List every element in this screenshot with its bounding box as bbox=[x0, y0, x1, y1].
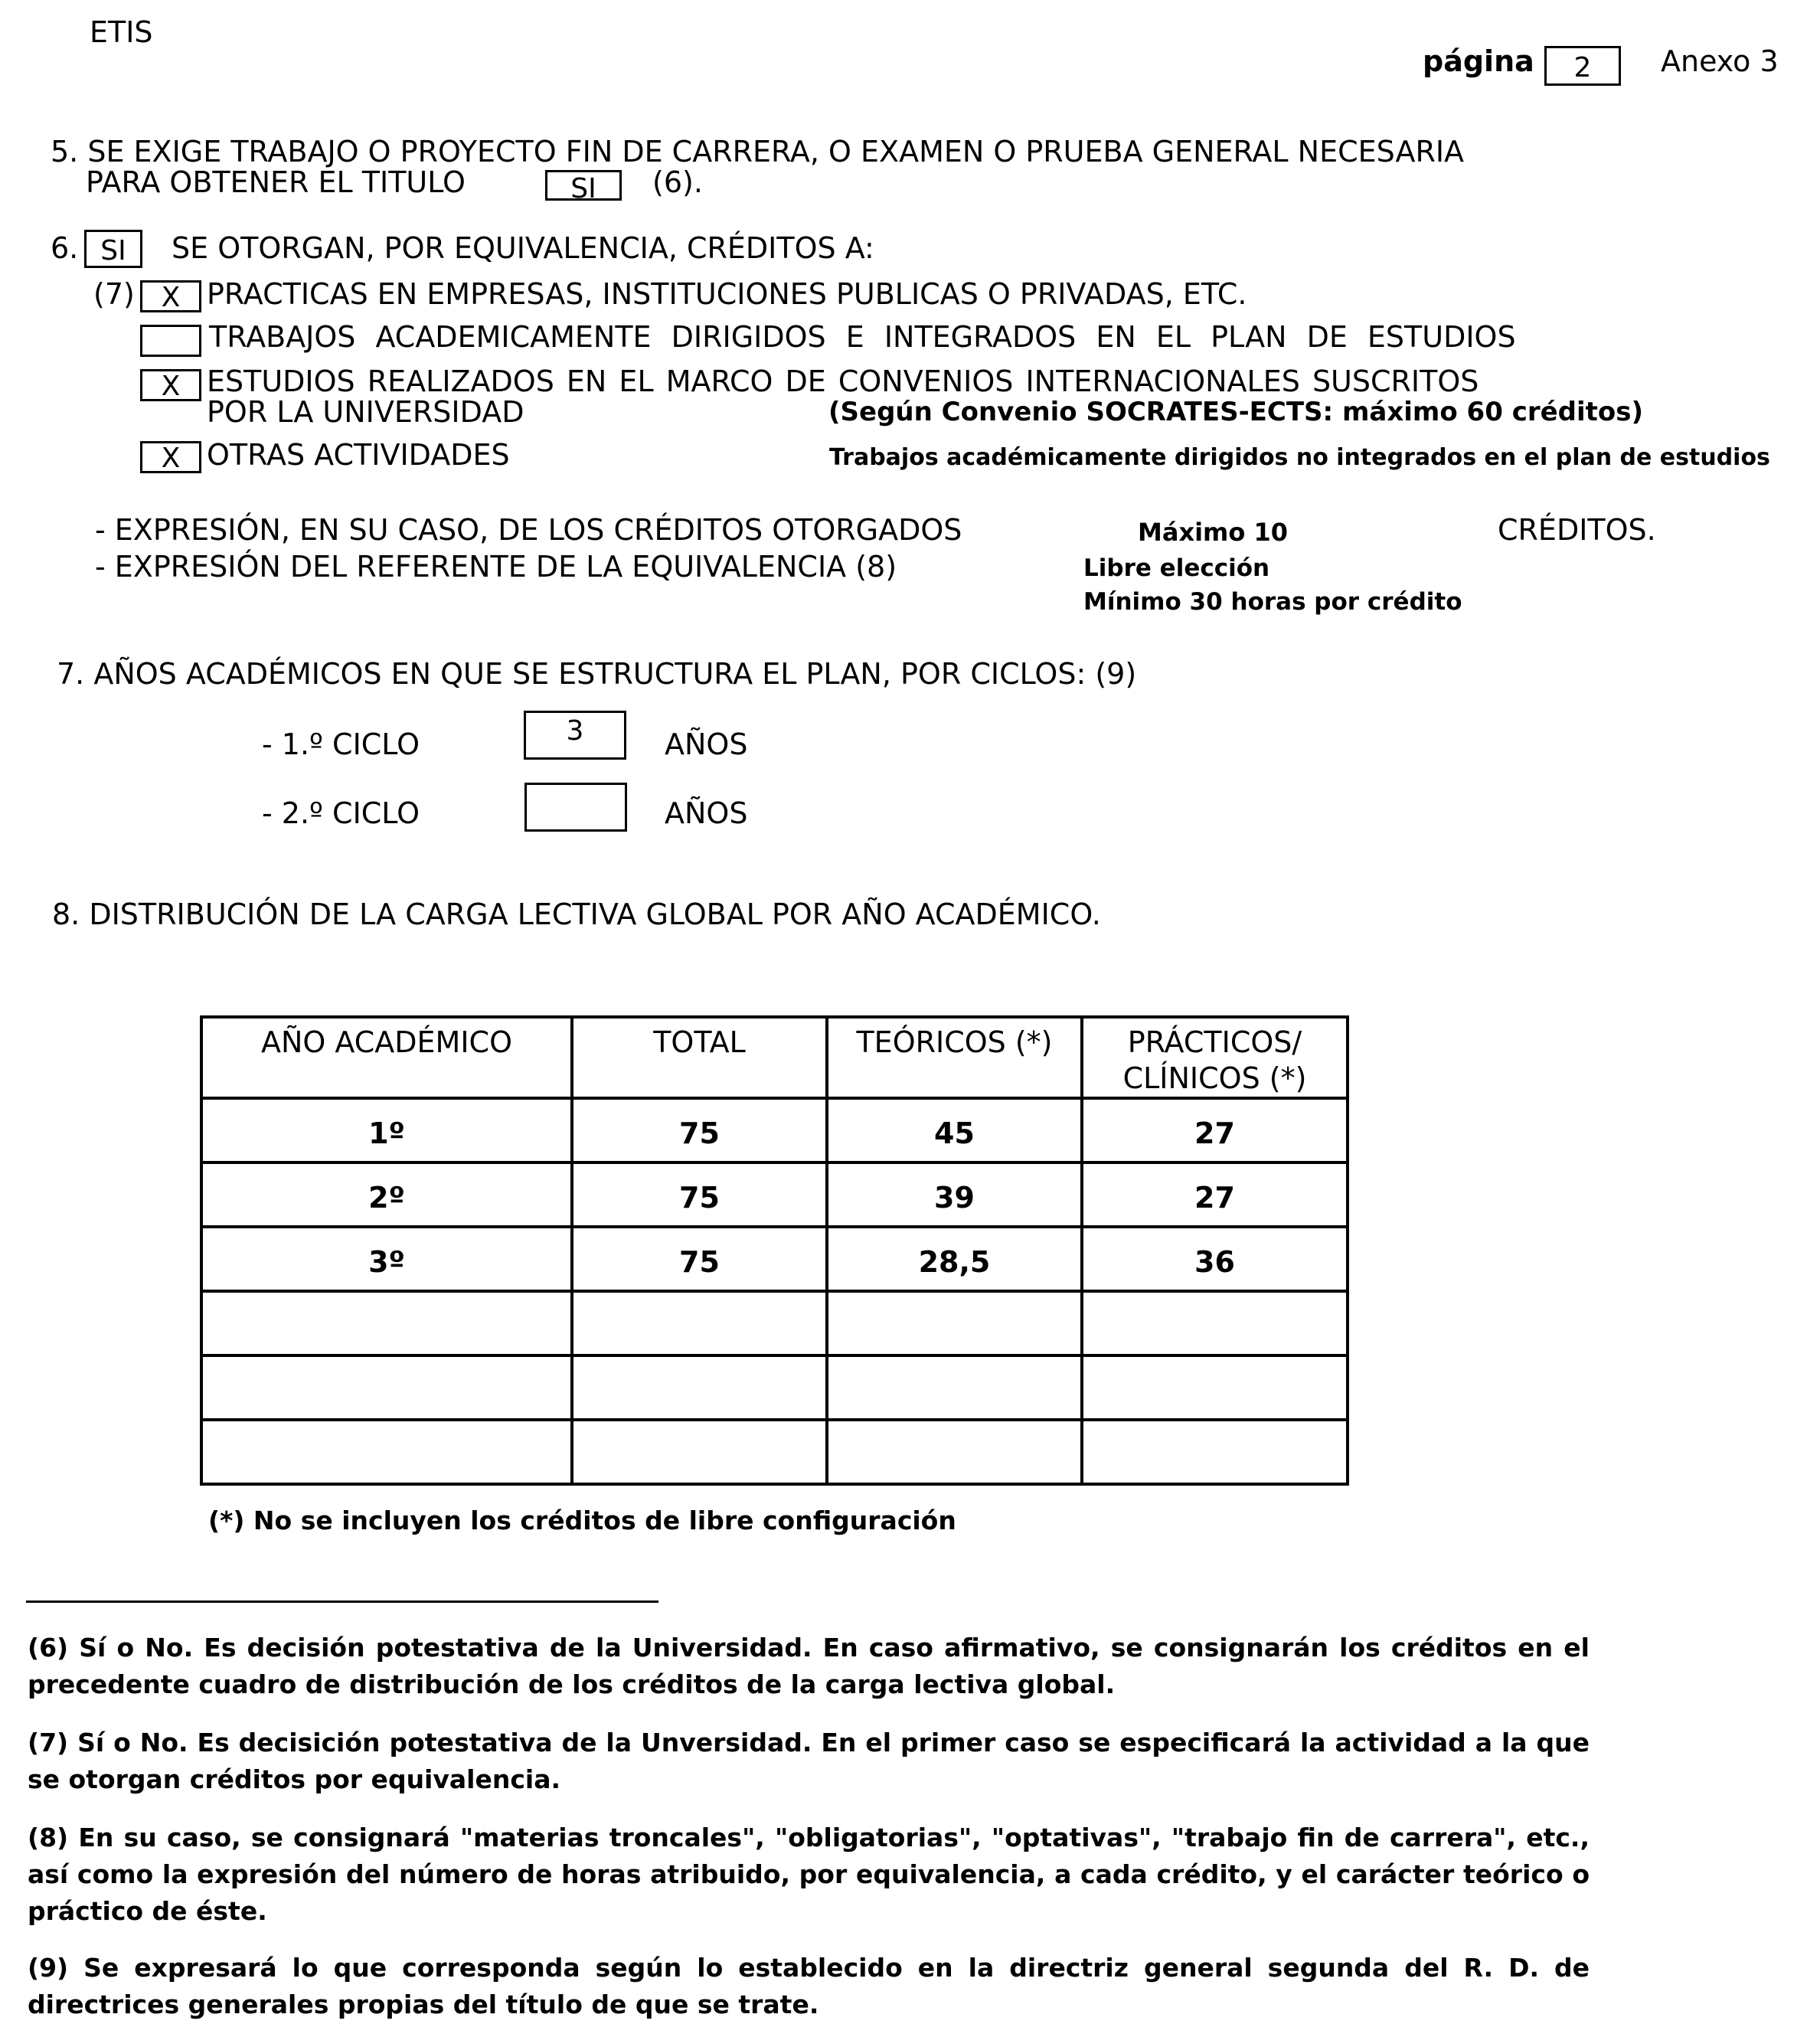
expr1-unit: CRÉDITOS. bbox=[1498, 513, 1656, 547]
org-name: ETIS bbox=[90, 15, 153, 49]
col-header-year: AÑO ACADÉMICO bbox=[201, 1017, 572, 1098]
checkbox-otras: X bbox=[140, 441, 201, 473]
item-otras-note: Trabajos académicamente dirigidos no integrados en el plan de estudios bbox=[829, 444, 1770, 471]
section6-ref: (7) bbox=[93, 277, 135, 311]
annex-label: Anexo 3 bbox=[1661, 44, 1779, 78]
table-row bbox=[201, 1420, 1348, 1484]
table-cell bbox=[201, 1420, 572, 1484]
table-row bbox=[201, 1355, 1348, 1420]
footnote-7: (7) Sí o No. Es decisición potestativa de la Unversidad. En el primer caso se especificará la actividad a la que se otorgan créditos por equivalencia. bbox=[28, 1728, 1590, 1794]
checkbox-practicas: X bbox=[140, 280, 201, 312]
item-estudios-note: (Según Convenio SOCRATES-ECTS: máximo 60 créditos) bbox=[828, 397, 1644, 427]
expr1-label: - EXPRESIÓN, EN SU CASO, DE LOS CRÉDITOS OTORGADOS bbox=[95, 513, 962, 547]
section5-answer-box: SI bbox=[545, 170, 622, 201]
cycle1-unit: AÑOS bbox=[665, 728, 748, 761]
table-row bbox=[201, 1098, 1348, 1162]
footnote-9: (9) Se expresará lo que corresponda según lo establecido en la directriz general segunda del R. D. de directrices generales propias del título de que se trate. bbox=[28, 1953, 1590, 2019]
table-cell: 36 bbox=[1082, 1227, 1348, 1291]
item-estudios-label: ESTUDIOS REALIZADOS EN EL MARCO DE CONVENIOS INTERNACIONALES SUSCRITOS bbox=[207, 365, 1479, 398]
table-cell bbox=[827, 1420, 1082, 1484]
table-cell: 27 bbox=[1082, 1162, 1348, 1227]
checkbox-trabajos bbox=[140, 325, 201, 357]
item-otras-label: OTRAS ACTIVIDADES bbox=[207, 438, 510, 472]
table-cell: 1º bbox=[201, 1098, 572, 1162]
table-footnote: (*) No se incluyen los créditos de libre configuración bbox=[208, 1506, 956, 1535]
table-cell bbox=[1082, 1420, 1348, 1484]
cycle2-unit: AÑOS bbox=[665, 796, 748, 830]
table-cell: 45 bbox=[827, 1098, 1082, 1162]
page-label: página bbox=[1423, 44, 1534, 78]
table-cell: 75 bbox=[572, 1227, 827, 1291]
section5-line1: 5. SE EXIGE TRABAJO O PROYECTO FIN DE CARRERA, O EXAMEN O PRUEBA GENERAL NECESARIA bbox=[51, 135, 1465, 168]
section5-ref: (6). bbox=[652, 165, 703, 199]
section6-number: 6. bbox=[51, 231, 79, 265]
footnote-divider bbox=[26, 1600, 658, 1603]
item-trabajos-label: TRABAJOS ACADEMICAMENTE DIRIGIDOS E INTEGRADOS EN EL PLAN DE ESTUDIOS bbox=[209, 320, 1516, 354]
table-cell: 3º bbox=[201, 1227, 572, 1291]
table-cell: 2º bbox=[201, 1162, 572, 1227]
cycle1-years-box: 3 bbox=[524, 711, 626, 760]
table-row bbox=[201, 1162, 1348, 1227]
cycle2-label: - 2.º CICLO bbox=[262, 796, 420, 830]
table-cell: 27 bbox=[1082, 1098, 1348, 1162]
table-cell bbox=[201, 1291, 572, 1355]
section6-answer-box: SI bbox=[84, 230, 142, 268]
table-cell bbox=[827, 1291, 1082, 1355]
expr2-label: - EXPRESIÓN DEL REFERENTE DE LA EQUIVALENCIA (8) bbox=[95, 550, 897, 584]
table-cell: 39 bbox=[827, 1162, 1082, 1227]
expr2-value2: Mínimo 30 horas por crédito bbox=[1083, 588, 1462, 616]
table-cell bbox=[1082, 1291, 1348, 1355]
expr1-value: Máximo 10 bbox=[1138, 518, 1289, 547]
footnote-6: (6) Sí o No. Es decisión potestativa de la Universidad. En caso afirmativo, se consignarán los créditos en el precedente cuadro de distribución de los créditos de la carga lectiva global. bbox=[28, 1633, 1590, 1699]
col-header-theory: TEÓRICOS (*) bbox=[827, 1017, 1082, 1098]
table-header-row bbox=[201, 1017, 1348, 1098]
table-cell bbox=[201, 1355, 572, 1420]
col-header-total: TOTAL bbox=[572, 1017, 827, 1098]
table-cell: 75 bbox=[572, 1098, 827, 1162]
section8-title: 8. DISTRIBUCIÓN DE LA CARGA LECTIVA GLOBAL POR AÑO ACADÉMICO. bbox=[52, 898, 1101, 931]
section7-title: 7. AÑOS ACADÉMICOS EN QUE SE ESTRUCTURA EL PLAN, POR CICLOS: (9) bbox=[57, 657, 1137, 691]
footnote-8: (8) En su caso, se consignará "materias troncales", "obligatorias", "optativas", "trabajo fin de carrera", etc., así como la expresión del número de horas atribuido, por equivalencia, a cada crédito, y el carácter teórico o práctico de éste. bbox=[28, 1823, 1590, 1926]
section5-line2: PARA OBTENER EL TITULO bbox=[86, 165, 466, 199]
table-cell: 75 bbox=[572, 1162, 827, 1227]
table-cell bbox=[572, 1420, 827, 1484]
checkbox-estudios: X bbox=[140, 369, 201, 401]
table-row bbox=[201, 1291, 1348, 1355]
page-number-box: 2 bbox=[1544, 46, 1621, 86]
expr2-value1: Libre elección bbox=[1083, 554, 1270, 582]
col-header-practice: PRÁCTICOS/ CLÍNICOS (*) bbox=[1082, 1017, 1348, 1098]
cycle1-label: - 1.º CICLO bbox=[262, 728, 420, 761]
cycle2-years-box bbox=[524, 783, 627, 832]
item-practicas-label: PRACTICAS EN EMPRESAS, INSTITUCIONES PUBLICAS O PRIVADAS, ETC. bbox=[207, 277, 1247, 311]
table-row bbox=[201, 1227, 1348, 1291]
section6-title: SE OTORGAN, POR EQUIVALENCIA, CRÉDITOS A: bbox=[172, 231, 874, 265]
table-cell bbox=[572, 1291, 827, 1355]
table-cell bbox=[1082, 1355, 1348, 1420]
credit-distribution-table bbox=[200, 1015, 1349, 1486]
item-estudios-label2: POR LA UNIVERSIDAD bbox=[207, 395, 524, 429]
table-cell bbox=[572, 1355, 827, 1420]
table-cell: 28,5 bbox=[827, 1227, 1082, 1291]
table-cell bbox=[827, 1355, 1082, 1420]
